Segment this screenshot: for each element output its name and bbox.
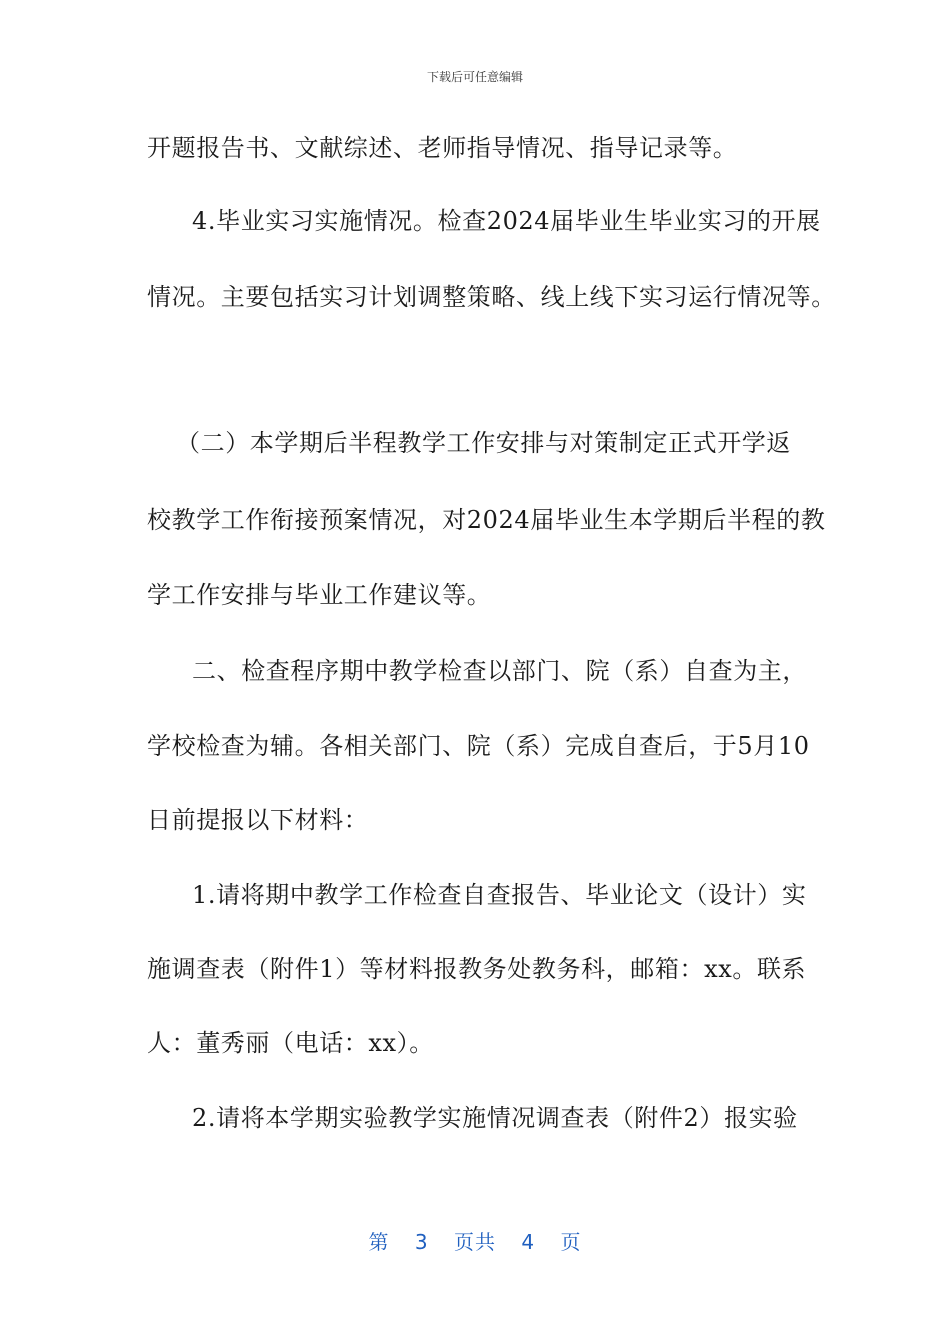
body-line: 学校检查为辅。各相关部门、院（系）完成自查后，于5月10 [147,732,810,760]
body-line: 二、检查程序期中教学检查以部门、院（系）自查为主， [192,657,807,685]
footer-total-pages: 4 [521,1230,536,1254]
body-line: 开题报告书、文献综述、老师指导情况、指导记录等。 [147,134,738,162]
body-line: 4.毕业实习实施情况。检查2024届毕业生毕业实习的开展 [192,207,821,235]
body-line: （二）本学期后半程教学工作安排与对策制定正式开学返 [176,429,791,457]
header-note: 下载后可任意编辑 [426,70,523,84]
footer-suffix: 页 [560,1230,582,1254]
footer-prefix: 第 [368,1230,390,1254]
body-line: 1.请将期中教学工作检查自查报告、毕业论文（设计）实 [192,881,807,909]
footer-middle: 页共 [454,1230,496,1254]
body-line: 校教学工作衔接预案情况，对2024届毕业生本学期后半程的教 [147,506,826,534]
body-line: 情况。主要包括实习计划调整策略、线上线下实习运行情况等。 [147,283,836,311]
body-line: 日前提报以下材料： [147,806,369,834]
body-line: 施调查表（附件1）等材料报教务处教务科，邮箱：xx。联系 [147,955,807,983]
footer-current-page: 3 [414,1230,429,1254]
body-line: 2.请将本学期实验教学实施情况调查表（附件2）报实验 [192,1104,798,1132]
body-line: 人：董秀丽（电话：xx）。 [147,1029,434,1057]
body-line: 学工作安排与毕业工作建议等。 [147,581,492,609]
page-footer [0,1226,950,1255]
